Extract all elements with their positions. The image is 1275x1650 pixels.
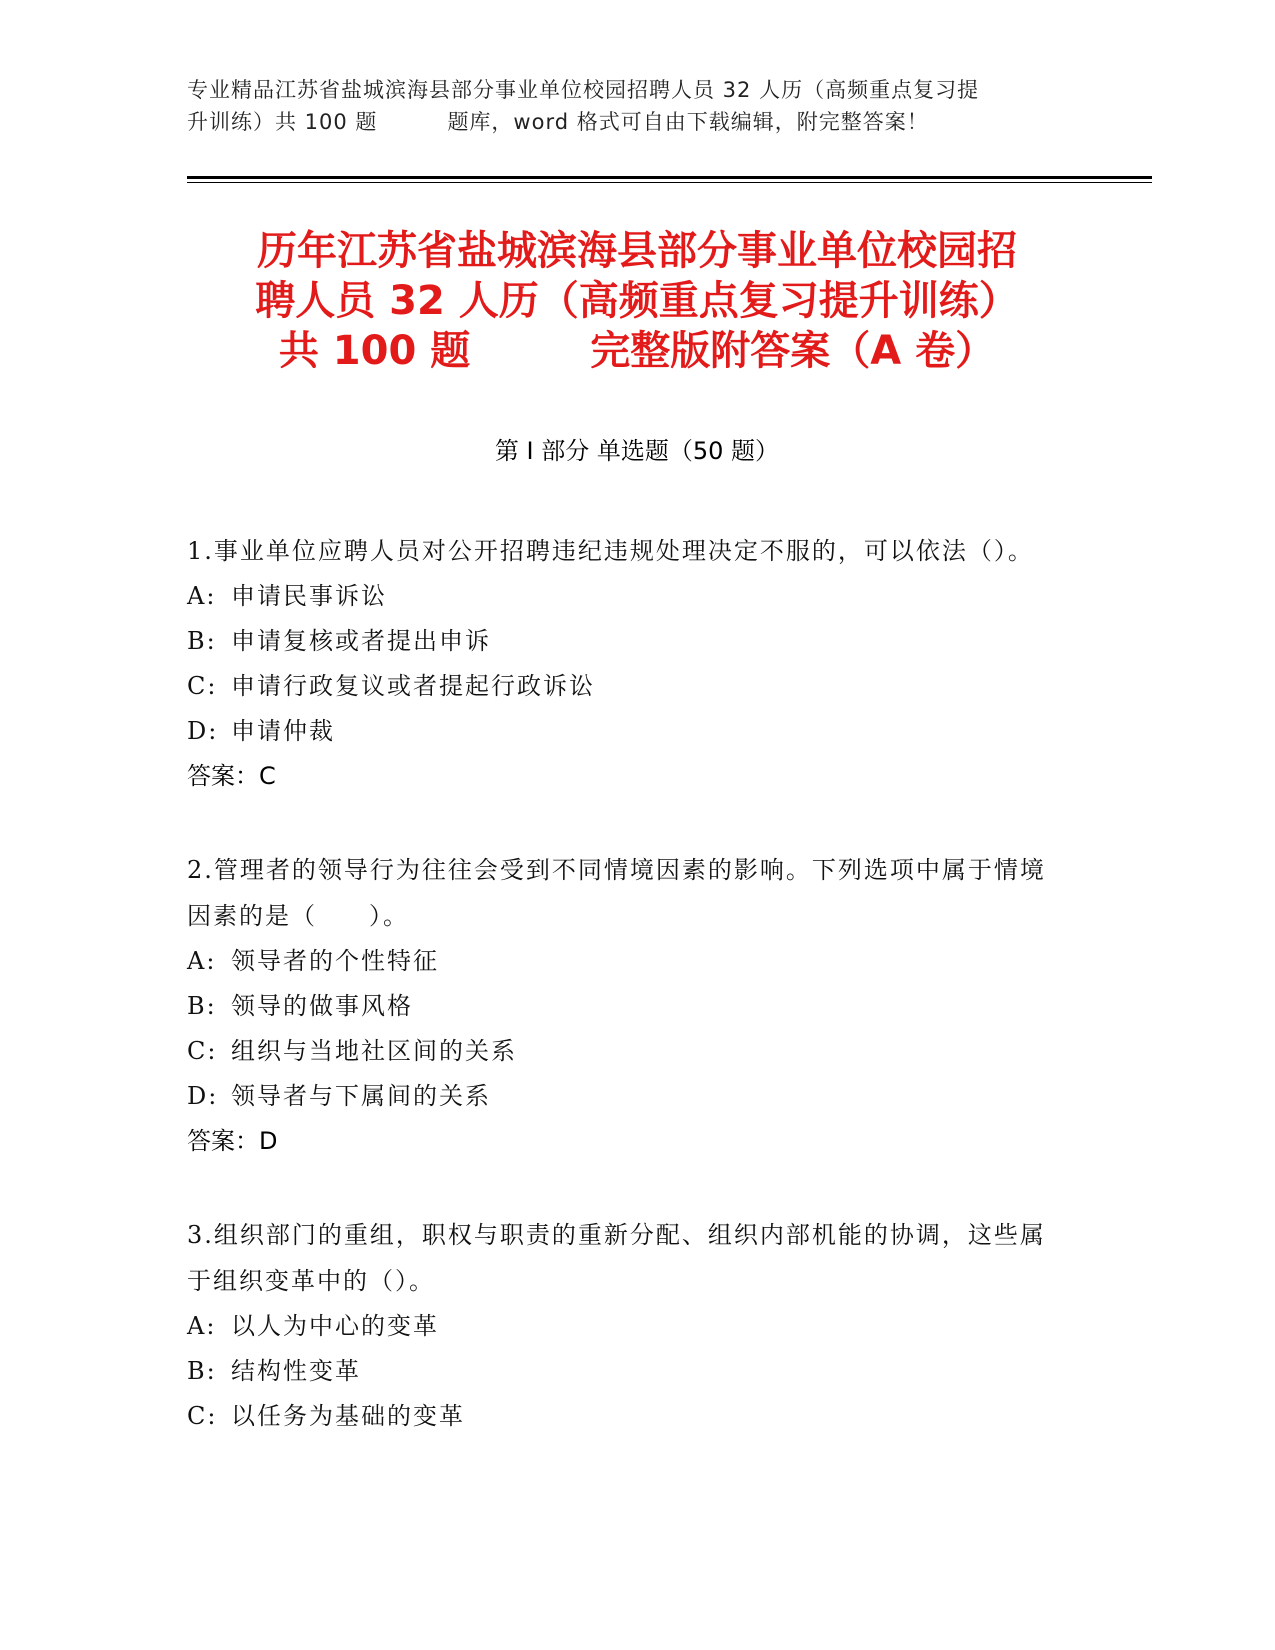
header-line-2 <box>187 106 1067 138</box>
option-key: C: <box>187 1037 218 1065</box>
option-key: B: <box>187 992 217 1020</box>
option-key: B: <box>187 1357 217 1385</box>
answer: 答案：C <box>187 762 276 790</box>
option-c <box>187 1394 1067 1439</box>
question-stem: 3.组织部门的重组，职权与职责的重新分配、组织内部机能的协调，这些属于组织变革中的（）。 <box>187 1221 1046 1295</box>
header-line-1: 专业精品江苏省盐城滨海县部分事业单位校园招聘人员 32 人历（高频重点复习提 <box>187 78 980 102</box>
option-key: A: <box>187 947 217 975</box>
option-text: 组织与当地社区间的关系 <box>231 1037 517 1065</box>
option-c <box>187 664 1067 709</box>
option-key: C: <box>187 672 218 700</box>
option-text: 领导者与下属间的关系 <box>231 1082 491 1110</box>
option-text: 申请仲裁 <box>231 717 335 745</box>
option-a <box>187 939 1067 984</box>
option-d <box>187 709 1067 754</box>
option-text: 领导的做事风格 <box>231 992 413 1020</box>
header-line-2-left: 升训练）共 100 题 <box>187 110 378 134</box>
option-b <box>187 1349 1067 1394</box>
option-key: A: <box>187 582 217 610</box>
option-a <box>187 574 1067 619</box>
option-key: A: <box>187 1312 217 1340</box>
option-b <box>187 984 1067 1029</box>
option-a <box>187 1304 1067 1349</box>
option-key: B: <box>187 627 217 655</box>
option-key: D: <box>187 717 219 745</box>
question-stem: 1.事业单位应聘人员对公开招聘违纪违规处理决定不服的，可以依法（）。 <box>187 537 1034 565</box>
question-1 <box>187 528 1067 799</box>
title-line-3-left: 共 100 题 <box>278 328 471 374</box>
section-title: 第 I 部分 单选题（50 题） <box>494 437 780 465</box>
title-line-1: 历年江苏省盐城滨海县部分事业单位校园招 <box>257 228 1017 274</box>
option-text: 以任务为基础的变革 <box>231 1402 465 1430</box>
document-title <box>187 226 1087 376</box>
answer: 答案：D <box>187 1127 278 1155</box>
question-list <box>187 528 1067 1487</box>
option-c <box>187 1029 1067 1074</box>
header-divider-thin <box>187 182 1152 183</box>
option-text: 领导者的个性特征 <box>231 947 439 975</box>
question-3 <box>187 1212 1067 1439</box>
title-line-2: 聘人员 32 人历（高频重点复习提升训练） <box>255 278 1019 324</box>
option-b <box>187 619 1067 664</box>
option-text: 申请复核或者提出申诉 <box>231 627 491 655</box>
header-divider-thick <box>187 176 1152 179</box>
option-key: D: <box>187 1082 219 1110</box>
page-header <box>187 74 1067 138</box>
option-text: 以人为中心的变革 <box>231 1312 439 1340</box>
header-line-2-right: 题库，word 格式可自由下载编辑，附完整答案！ <box>447 110 929 134</box>
question-2 <box>187 847 1067 1164</box>
option-text: 申请行政复议或者提起行政诉讼 <box>231 672 595 700</box>
title-line-3-right: 完整版附答案（A 卷） <box>590 328 996 374</box>
option-text: 结构性变革 <box>231 1357 361 1385</box>
option-d <box>187 1074 1067 1119</box>
option-key: C: <box>187 1402 218 1430</box>
option-text: 申请民事诉讼 <box>231 582 387 610</box>
title-line-3 <box>187 326 1087 376</box>
question-stem: 2.管理者的领导行为往往会受到不同情境因素的影响。下列选项中属于情境因素的是（ ）。 <box>187 856 1046 930</box>
